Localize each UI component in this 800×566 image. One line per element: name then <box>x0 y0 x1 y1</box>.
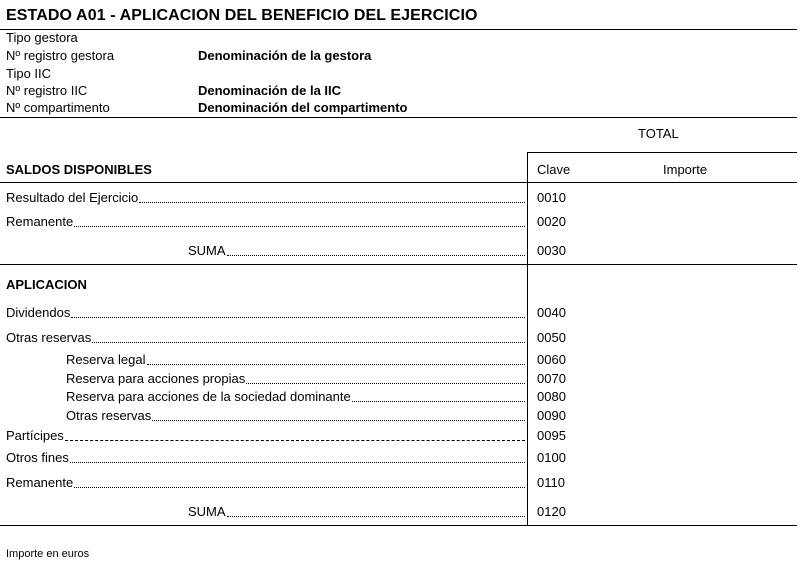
column-total: TOTAL <box>638 126 679 141</box>
dot-leader <box>92 342 525 343</box>
denominacion-iic-label: Denominación de la IIC <box>198 83 342 98</box>
saldos-underline <box>0 182 528 183</box>
table-row <box>6 428 526 444</box>
dot-leader <box>139 202 525 203</box>
table-row <box>6 305 526 321</box>
dot-leader <box>70 462 525 463</box>
title-underline <box>0 29 797 30</box>
sum-label: SUMA <box>188 243 226 258</box>
sum-row <box>188 504 526 520</box>
row-label: Resultado del Ejercicio <box>6 190 139 205</box>
tipo-iic-label: Tipo IIC <box>6 66 52 81</box>
row-code: 0090 <box>537 408 566 423</box>
row-label: Reserva para acciones de la sociedad dominante <box>66 389 351 404</box>
row-code: 0030 <box>537 243 566 258</box>
header-divider <box>0 117 797 118</box>
row-code: 0095 <box>537 428 566 443</box>
dot-leader <box>65 440 525 441</box>
row-code: 0070 <box>537 371 566 386</box>
dot-leader <box>246 383 525 384</box>
table-row <box>66 352 526 368</box>
tipo-gestora-label: Tipo gestora <box>6 30 78 45</box>
table-row <box>6 475 526 491</box>
footer-note: Importe en euros <box>6 548 90 560</box>
dot-leader <box>227 255 525 256</box>
compartimento-label: Nº compartimento <box>6 100 110 115</box>
table-row <box>66 408 526 424</box>
column-header-underline <box>527 182 797 183</box>
table-row <box>66 371 526 387</box>
row-code: 0080 <box>537 389 566 404</box>
row-label: Otros fines <box>6 450 69 465</box>
table-row <box>6 214 526 230</box>
sum-row <box>188 243 526 259</box>
dot-leader <box>227 516 525 517</box>
row-code: 0020 <box>537 214 566 229</box>
page-title: ESTADO A01 - APLICACION DEL BENEFICIO DEL EJERCICIO <box>6 7 478 24</box>
row-code: 0110 <box>537 475 565 490</box>
row-code: 0120 <box>537 504 566 519</box>
clave-column-divider <box>527 152 528 525</box>
row-code: 0040 <box>537 305 566 320</box>
saldos-heading: SALDOS DISPONIBLES <box>6 162 152 177</box>
registro-gestora-label: Nº registro gestora <box>6 48 115 63</box>
aplicacion-heading: APLICACION <box>6 277 87 292</box>
row-code: 0010 <box>537 190 566 205</box>
sum-label: SUMA <box>188 504 226 519</box>
row-label: Otras reservas <box>66 408 152 423</box>
column-clave: Clave <box>537 162 571 177</box>
dot-leader <box>74 226 525 227</box>
row-code: 0100 <box>537 450 566 465</box>
row-label: Remanente <box>6 475 74 490</box>
table-row <box>66 389 526 405</box>
table-row <box>6 190 526 206</box>
table-row <box>6 450 526 466</box>
column-importe: Importe <box>663 162 708 177</box>
row-label: Reserva para acciones propias <box>66 371 246 386</box>
row-label: Otras reservas <box>6 330 92 345</box>
row-label: Reserva legal <box>66 352 146 367</box>
table-bottom-border <box>0 525 797 526</box>
dot-leader <box>352 401 525 402</box>
dot-leader <box>71 317 525 318</box>
dot-leader <box>74 487 525 488</box>
row-label: Partícipes <box>6 428 64 443</box>
row-code: 0060 <box>537 352 566 367</box>
row-label: Remanente <box>6 214 74 229</box>
dot-leader <box>147 364 526 365</box>
row-label: Dividendos <box>6 305 71 320</box>
denominacion-compartimento-label: Denominación del compartimento <box>198 100 408 115</box>
denominacion-gestora-label: Denominación de la gestora <box>198 48 372 63</box>
saldos-section-divider <box>0 264 797 265</box>
table-row <box>6 330 526 346</box>
dot-leader <box>152 420 525 421</box>
total-underline <box>527 152 797 153</box>
row-code: 0050 <box>537 330 566 345</box>
registro-iic-label: Nº registro IIC <box>6 83 88 98</box>
